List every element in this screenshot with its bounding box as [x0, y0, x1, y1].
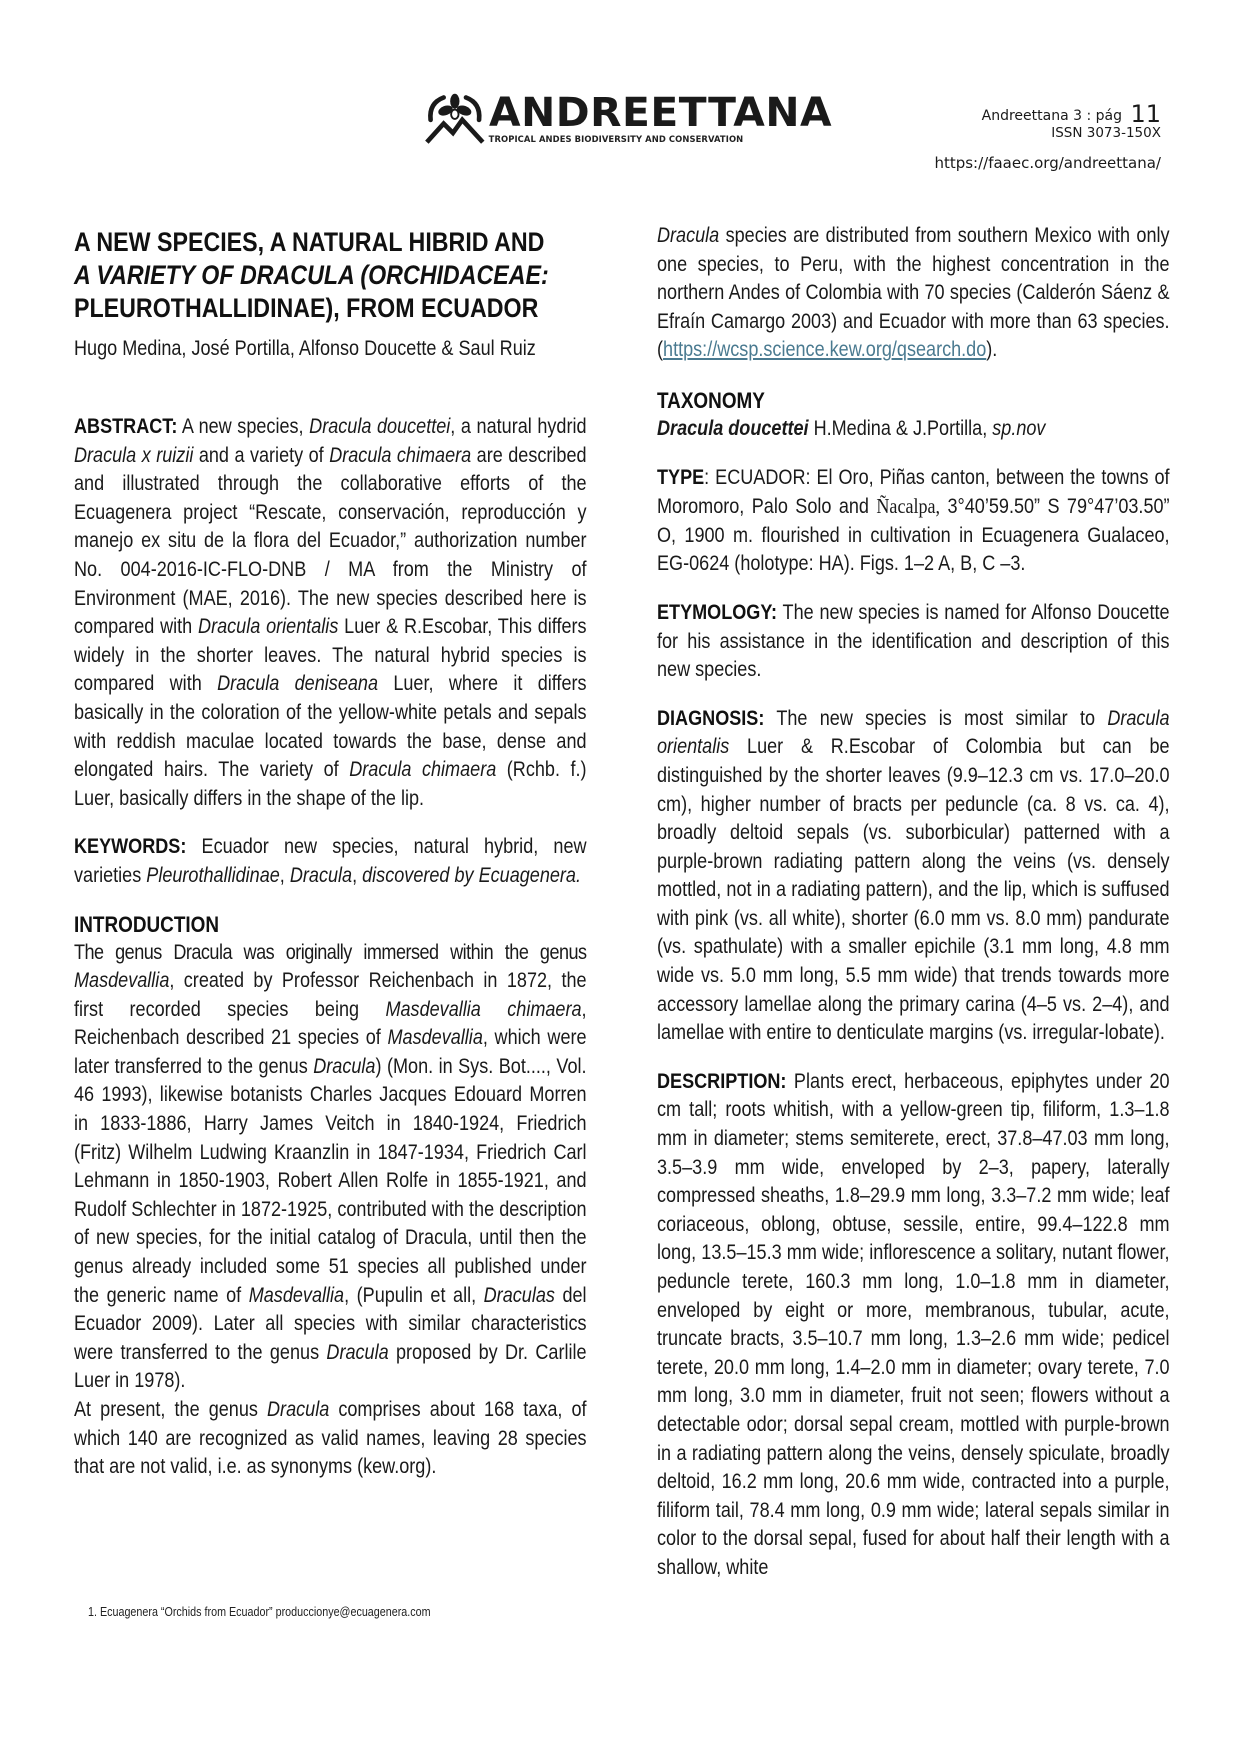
text: The new species is most similar to: [764, 706, 1108, 730]
genus-name: Masdevallia: [248, 1283, 345, 1307]
type-paragraph: [657, 464, 1170, 579]
diagnosis-label: DIAGNOSIS:: [657, 706, 765, 730]
text: ).: [986, 338, 998, 362]
etymology-paragraph: [657, 599, 1170, 685]
text: , which were later transferred to the genus: [74, 1026, 587, 1078]
text: The genus Dracula was originally immersed within the genus: [74, 940, 587, 964]
text: ,: [279, 863, 290, 887]
keywords: [74, 833, 587, 890]
keyword: Pleurothallidinae: [146, 863, 280, 887]
text: Ecuador new species, natural hybrid, new varieties: [74, 835, 587, 887]
text: species are distributed from southern Mexico with only one species, to Peru, with the highest concentration in the northern Andes of Colombia with 70 species (Calderón Sáenz & Efraín Camargo 2003) and Ecuador with more than 63 species. (: [657, 224, 1170, 362]
species-name: Dracula doucettei: [657, 416, 809, 440]
journal-logo: [425, 88, 832, 148]
keyword: Dracula: [289, 863, 353, 887]
journal-reference: Andreettana 3 : pág: [981, 108, 1122, 124]
genus-name: Dracula: [313, 1054, 376, 1078]
page-number: 11: [1130, 100, 1161, 128]
authority: H.Medina & J.Portilla,: [808, 416, 993, 440]
text: , a natural hydrid: [450, 415, 587, 438]
text: A new species,: [177, 415, 310, 438]
distribution-paragraph: [657, 222, 1170, 365]
text: Luer, where it differs basically in the coloration of the yellow-white petals and sepals with reddish maculae located towards the base, dense and elongated hairs. The variety of: [74, 672, 587, 782]
taxonomy-name: [657, 415, 1170, 444]
type-label: TYPE: [657, 465, 705, 489]
text: and a variety of: [193, 443, 330, 467]
taxonomy-heading: TAXONOMY: [657, 387, 765, 413]
keyword: discovered by Ecuagenera.: [362, 863, 581, 887]
text: Luer & R.Escobar of Colombia but can be distinguished by the shorter leaves (9.9–12.3 cm vs. 17.0–20.0 cm), higher number of bracts per peduncle (ca. 8 vs. ca. 4), broadly deltoid sepals (vs. suborbicular) patterned with a purple-brown radiating pattern along the veins (vs. densely mottled, not in a radiating pattern), and the lip, which is suffused with pink (vs. all white), shorter (6.0 mm vs. 8.0 mm) pandurate (vs. spathulate) with a smaller epichile (3.1 mm long, 4.8 mm wide vs. 5.0 mm long, 5.5 mm wide) that trends towards more accessory lamellae along the primary carina (4–5 vs. 2–4), and lamellae with entire to denticulate margins (vs. irregular-lobate).: [657, 735, 1170, 1045]
keywords-label: KEYWORDS:: [74, 835, 187, 859]
species-name: Dracula chimaera: [329, 443, 472, 467]
genus-name: Dracula: [657, 224, 720, 247]
text: (Rchb. f.) Luer, basically differs in the shape of the lip.: [74, 758, 587, 810]
title-line: PLEUROTHALLIDINAE), FROM ECUADOR: [74, 293, 539, 323]
kew-link[interactable]: https://wcsp.science.kew.org/qsearch.do: [663, 338, 987, 362]
journal-url[interactable]: https://faaec.org/andreettana/: [934, 154, 1161, 172]
species-name: Masdevallia chimaera: [385, 997, 582, 1021]
text: comprises about 168 taxa, of which 140 are recognized as valid names, leaving 28 species that are not valid, i.e. as synonyms (kew.org).: [74, 1398, 587, 1479]
text: del Ecuador 2009). Later all species with similar characteristics were transferred to the genus: [74, 1283, 587, 1364]
text: proposed by Dr. Carlile Luer in 1978).: [74, 1340, 587, 1393]
text: , (Pupulin et all,: [344, 1283, 484, 1307]
description-label: DESCRIPTION:: [657, 1069, 787, 1093]
title-line: A VARIETY OF DRACULA (ORCHIDACEAE:: [74, 260, 549, 290]
text: At present, the genus: [74, 1398, 268, 1421]
status: sp.nov: [992, 416, 1046, 440]
article-title: [74, 226, 587, 325]
journal-meta: [934, 100, 1161, 172]
species-name: Dracula chimaera: [349, 758, 497, 782]
species-name: Dracula x ruizii: [74, 443, 194, 467]
diagnosis-paragraph: [657, 705, 1170, 1048]
introduction-heading: INTRODUCTION: [74, 911, 220, 937]
logo-title: ANDREETTANA: [488, 89, 832, 136]
genus-name: Masdevallia: [74, 969, 170, 993]
text: are described and illustrated through the collaborative efforts of the Ecuagenera project “Rescate, conservación, reproducción y manejo ex situ de la flora del Ecuador,” authorization number No. 004-2016-IC-FLO-DNB / MA from the Ministry of Environment (MAE, 2016). The new species described here is compared with: [74, 443, 587, 639]
locality: Ñacalpa,: [876, 494, 941, 519]
text: ,: [352, 863, 363, 887]
introduction-paragraph: [74, 939, 587, 1397]
species-name: Dracula orientalis: [657, 706, 1170, 759]
footnote: 1. Ecuagenera “Orchids from Ecuador” produccionye@ecuagenera.com: [88, 1605, 431, 1619]
species-name: Dracula orientalis: [198, 615, 339, 639]
left-column: [74, 222, 587, 1482]
genus-name: Dracula: [267, 1398, 330, 1421]
orchid-mountain-logo-icon: [425, 90, 485, 146]
right-column: [657, 222, 1170, 1583]
title-line: A NEW SPECIES, A NATURAL HIBRID AND: [74, 227, 545, 257]
abstract: [74, 413, 587, 813]
book-title: Draculas: [483, 1283, 555, 1307]
text: Plants erect, herbaceous, epiphytes under 20 cm tall; roots whitish, with a yellow-green tip, filiform, 1.3–1.8 mm in diameter; stems semiterete, erect, 37.8–47.03 mm long, 3.5–3.9 mm wide, enveloped by 2–3, papery, laterally compressed sheaths, 1.8–29.9 mm long, 3.3–7.2 mm wide; leaf coriaceous, oblong, obtuse, sessile, entire, 99.4–122.8 mm long, 13.5–15.3 mm wide; inflorescence a solitary, nutant flower, peduncle terete, 160.3 mm long, 1.0–1.8 mm in diameter, enveloped by eight or more, membranous, tubular, acute, truncate bracts, 3.5–10.7 mm long, 1.3–2.6 mm wide; pedicel terete, 20.0 mm long, 1.4–2.0 mm in diameter; ovary terete, 7.0 mm long, 3.0 mm in diameter, fruit not seen; flowers without a detectable odor; dorsal sepal cream, mottled with purple-brown in a radiating pattern along the veins, densely spiculate, broadly deltoid, 16.2 mm long, 20.6 mm wide, contracted into a purple, filiform tail, 78.4 mm long, 0.9 mm wide; lateral sepals similar in color to the dorsal sepal, fused for about half their length with a shallow, white: [657, 1069, 1170, 1579]
authors: Hugo Medina, José Portilla, Alfonso Doucette & Saul Ruiz: [74, 337, 536, 360]
text: ) (Mon. in Sys. Bot...., Vol. 46 1993), likewise botanists Charles Jacques Edouard Morren in 1833-1886, Harry James Veitch in 1840-1924, Friedrich (Fritz) Wilhelm Ludwing Kraanzlin in 1847-1934, Friedrich Carl Lehmann in 1850-1903, Robert Allen Rolfe in 1855-1921, and Rudolf Schlechter in 1872-1925, contributed with the description of new species, for the initial catalog of Dracula, until then the genus already included some 51 species all published under the generic name of: [74, 1054, 587, 1307]
text: 3°40’59.50” S 79°47’03.50” O, 1900 m. flourished in cultivation in Ecuagenera Gualaceo, EG-0624 (holotype: HA). Figs. 1–2 A, B, C –3.: [657, 495, 1170, 576]
species-name: Dracula deniseana: [217, 672, 378, 696]
text: : ECUADOR: El Oro, Piñas canton, between the towns of Moromoro, Palo Solo and: [657, 465, 1170, 519]
text: , Reichenbach described 21 species of: [74, 997, 587, 1050]
text: Luer & R.Escobar, This differs widely in the shorter leaves. The natural hybrid species is compared with: [74, 615, 587, 696]
abstract-label: ABSTRACT:: [74, 415, 178, 438]
text: , created by Professor Reichenbach in 1872, the first recorded species being: [74, 969, 587, 1021]
logo-subtitle: TROPICAL ANDES BIODIVERSITY AND CONSERVATION: [488, 133, 744, 144]
etymology-label: ETYMOLOGY:: [657, 600, 778, 624]
text: The new species is named for Alfonso Doucette for his assistance in the identification and description of this new species.: [657, 600, 1170, 682]
description-paragraph: [657, 1068, 1170, 1583]
genus-name: Dracula: [326, 1340, 389, 1364]
introduction-paragraph: [74, 1396, 587, 1482]
genus-name: Masdevallia: [387, 1026, 483, 1050]
species-name: Dracula doucettei: [309, 415, 451, 438]
issn: ISSN 3073-150X: [1051, 125, 1161, 141]
